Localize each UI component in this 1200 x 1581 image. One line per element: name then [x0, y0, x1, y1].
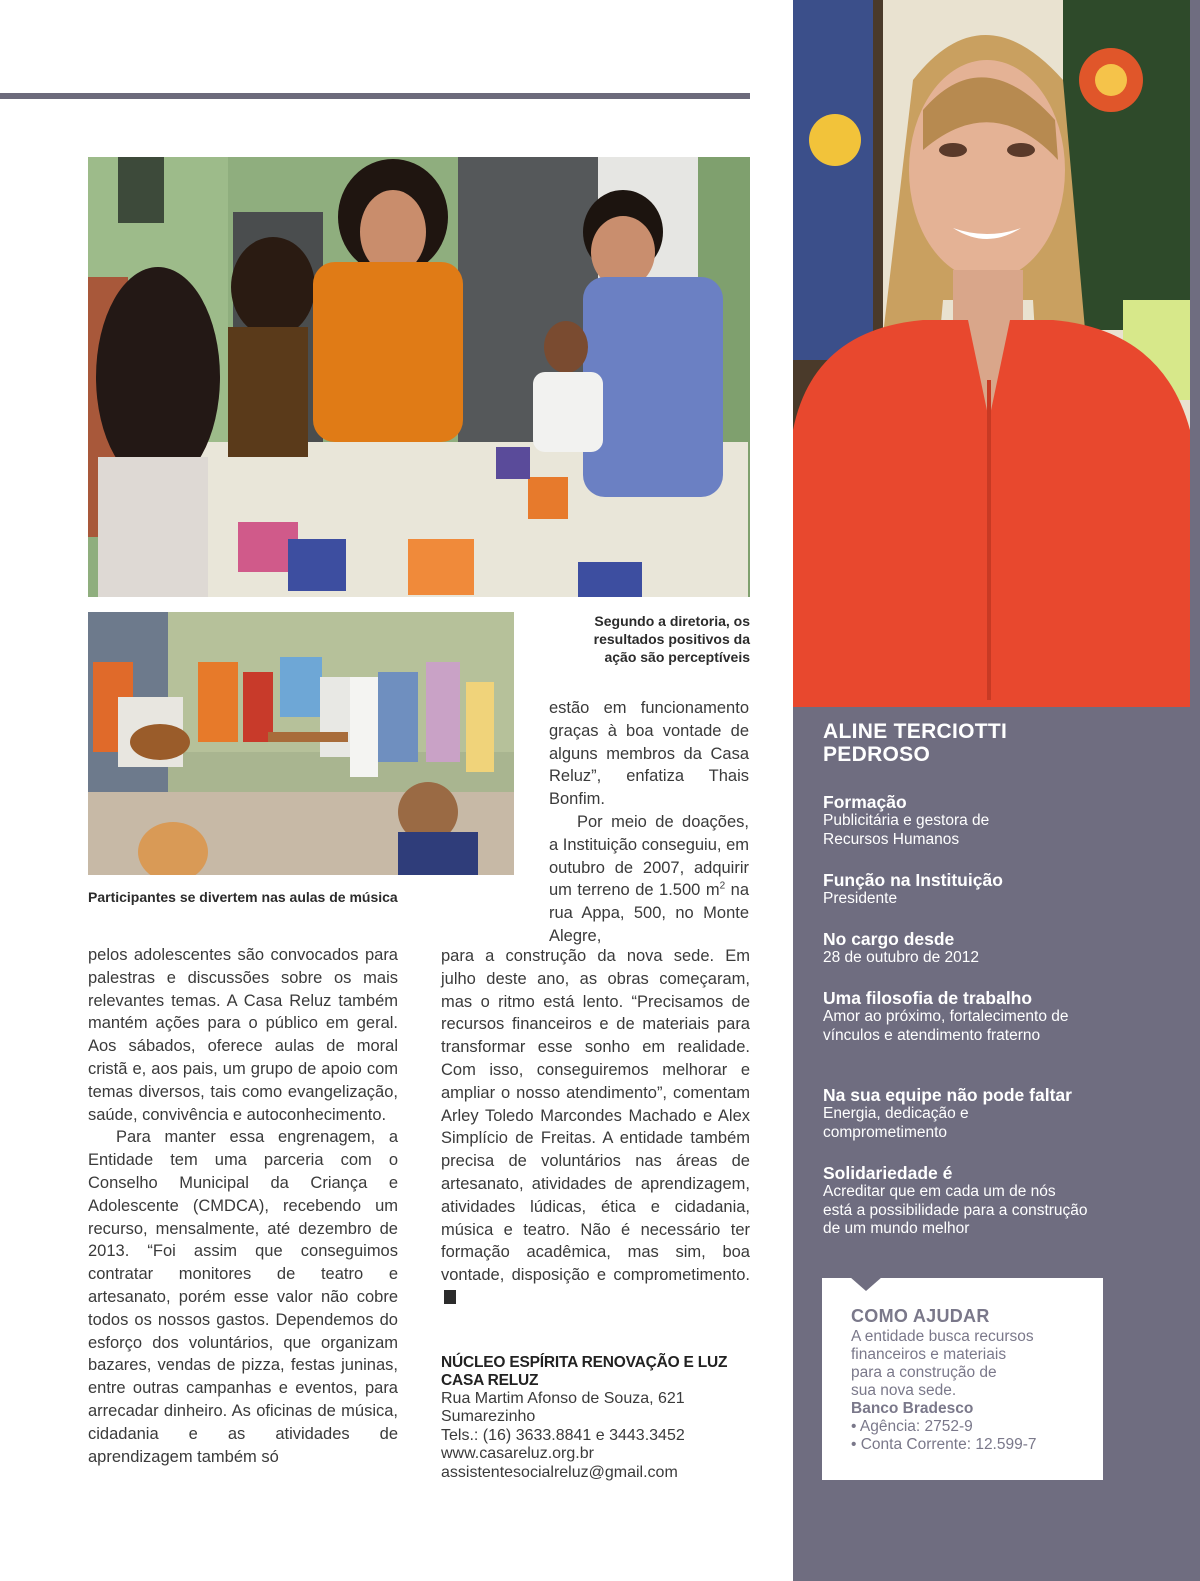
help-account: • Conta Corrente: 12.599-7: [851, 1436, 1037, 1453]
help-title: COMO AJUDAR: [851, 1306, 990, 1326]
profile-formacao: [823, 792, 1173, 849]
contact-block: [441, 1354, 761, 1482]
contact-district: Sumarezinho: [441, 1408, 536, 1426]
field-value: Energia, dedicação e: [823, 1105, 969, 1122]
header-rule: [0, 93, 750, 99]
profile-filosofia: [823, 988, 1173, 1045]
end-mark-icon: [444, 1290, 456, 1304]
profile-cargo: [823, 929, 1173, 968]
craft-class-photo: [88, 157, 750, 597]
contact-phones: Tels.: (16) 3633.8841 e 3443.3452: [441, 1426, 685, 1444]
field-value: Presidente: [823, 890, 898, 907]
field-value: de um mundo melhor: [823, 1220, 970, 1237]
article-column-left: [88, 944, 398, 1468]
field-label: Uma filosofia de trabalho: [823, 988, 1033, 1008]
field-value: comprometimento: [823, 1123, 948, 1141]
top-photo-caption: Segundo a diretoria, os resultados positivos da ação são perceptíveis: [593, 613, 750, 665]
bottom-photo-caption: Participantes se divertem nas aulas de música: [88, 889, 398, 905]
field-value: 28 de outubro de 2012: [823, 949, 979, 966]
article-paragraph: [549, 811, 749, 948]
profile-equipe: [823, 1085, 1173, 1142]
help-line: A entidade busca recursos: [851, 1328, 1034, 1345]
help-box-notch: [850, 1277, 882, 1291]
superscript: 2: [719, 880, 726, 892]
field-label: Solidariedade é: [823, 1163, 953, 1183]
field-value: Acreditar que em cada um de nós: [823, 1183, 1056, 1200]
field-value: Amor ao próximo, fortalecimento de: [823, 1008, 1069, 1025]
profile-name-line: ALINE TERCIOTTI: [823, 720, 1008, 743]
field-value: Publicitária e gestora de: [823, 812, 990, 829]
profile-name-line: PEDROSO: [823, 743, 931, 766]
field-label: Função na Instituição: [823, 870, 1003, 890]
profile-name: [823, 720, 1163, 766]
profile-funcao: [823, 870, 1173, 909]
help-box-content: [851, 1306, 1081, 1454]
field-label: No cargo desde: [823, 929, 955, 949]
help-line: sua nova sede.: [851, 1382, 957, 1399]
contact-address: Rua Martim Afonso de Souza, 621: [441, 1390, 685, 1407]
article-paragraph: Para manter essa engrenagem, a Entidade tem uma parceria com o Conselho Municipal da Criança e Adolescente (CMDCA), recebendo um recurso, mensalmente, até dezembro de 2013. “Foi assim que conseguimos contratar monitores de teatro e artesanato, porém esse valor não cobre todos os nossos gastos. Dependemos do esforço dos voluntários, que organizam bazares, vendas de pizza, festas juninas, entre outras campanhas e eventos, para arrecadar dinheiro. As oficinas de música, cidadania e as atividades de aprendizagem também só: [88, 1128, 398, 1466]
help-agency: • Agência: 2752-9: [851, 1418, 973, 1435]
field-value: Recursos Humanos: [823, 830, 960, 848]
article-paragraph: [441, 945, 750, 1310]
article-text: na rua Appa, 500, no Monte Alegre,: [549, 881, 749, 945]
contact-email[interactable]: assistentesocialreluz@gmail.com: [441, 1463, 678, 1481]
org-name: NÚCLEO ESPÍRITA RENOVAÇÃO E LUZ: [441, 1354, 728, 1371]
article-paragraph: pelos adolescentes são convocados para palestras e discussões sobre os mais relevantes temas. A Casa Reluz também mantém ações para o público em geral. Aos sábados, oferece aulas de moral cristã e, aos pais, um grupo de apoio com temas diversos, tais como evangelização, saúde, convivência e autoconhecimento.: [88, 946, 398, 1124]
help-bank: Banco Bradesco: [851, 1400, 974, 1417]
field-label: Formação: [823, 792, 907, 812]
article-paragraph: estão em funcionamento graças à boa vontade de alguns membros da Casa Reluz”, enfatiza Thais Bonfim.: [549, 699, 749, 809]
help-line: financeiros e materiais: [851, 1346, 1007, 1363]
portrait-photo: [793, 0, 1190, 707]
profile-solidariedade: [823, 1163, 1173, 1239]
article-text: Por meio de doações, a Instituição conseguiu, em outubro de 2007, adquirir um terreno de 1.500 m: [549, 812, 749, 900]
article-text: para a construção da nova sede. Em julho deste ano, as obras começaram, mas o ritmo está lento. “Precisamos de recursos financeiros e de materiais para transformar esse sonho em realidade. Com isso, conseguiremos melhorar e ampliar o nosso atendimento”, comentam Arley Toledo Marcondes Machado e Alex Simplício de Freitas. A entidade também precisa de voluntários nas áreas de artesanato, atividades de aprendizagem, atividades lúdicas, ética e cidadania, música e teatro. Não é necessário ter formação acadêmica, mas sim, boa vontade, disposição e comprometimento.: [441, 947, 750, 1285]
article-column-right: [441, 945, 750, 1310]
field-value: está a possibilidade para a construção: [823, 1201, 1088, 1219]
org-name: CASA RELUZ: [441, 1372, 539, 1389]
music-class-photo: [88, 612, 514, 875]
field-value: vínculos e atendimento fraterno: [823, 1026, 1041, 1044]
field-label: Na sua equipe não pode faltar: [823, 1085, 1072, 1105]
article-column-right-top: [549, 697, 749, 948]
help-line: para a construção de: [851, 1364, 997, 1381]
contact-website[interactable]: www.casareluz.org.br: [441, 1445, 594, 1463]
